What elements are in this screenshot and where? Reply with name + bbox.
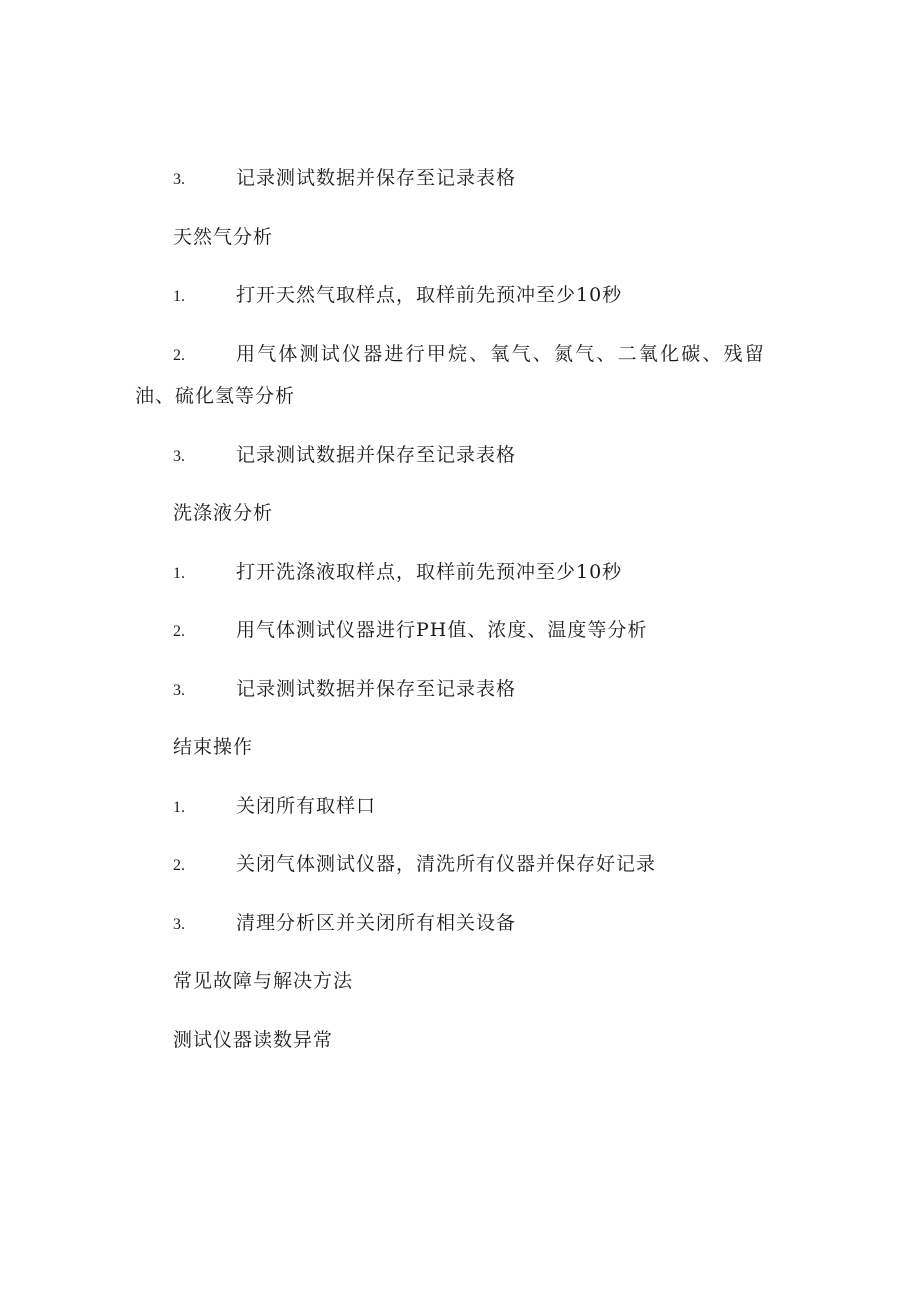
list-item-text: 打开天然气取样点，取样前先预冲至少10秒 bbox=[236, 284, 623, 306]
section-heading: 常见故障与解决方法 bbox=[173, 970, 354, 992]
list-item-text: 关闭气体测试仪器，清洗所有仪器并保存好记录 bbox=[236, 853, 657, 875]
list-number: 3. bbox=[173, 171, 185, 188]
list-item-text: 记录测试数据并保存至记录表格 bbox=[236, 167, 517, 189]
section-heading: 结束操作 bbox=[173, 736, 254, 758]
section-heading: 测试仪器读数异常 bbox=[173, 1029, 334, 1051]
section-heading: 天然气分析 bbox=[173, 226, 274, 248]
list-number: 3. bbox=[173, 682, 185, 699]
list-item-text: 打开洗涤液取样点，取样前先预冲至少10秒 bbox=[236, 561, 623, 583]
list-item-text: 用气体测试仪器进行甲烷、氧气、氮气、二氧化碳、残留 bbox=[236, 343, 767, 365]
list-number: 1. bbox=[173, 799, 185, 816]
list-number: 3. bbox=[173, 916, 185, 933]
list-item-text: 清理分析区并关闭所有相关设备 bbox=[236, 912, 517, 934]
list-number: 2. bbox=[173, 857, 185, 874]
list-item-text: 记录测试数据并保存至记录表格 bbox=[236, 444, 517, 466]
list-item-text: 关闭所有取样口 bbox=[236, 795, 377, 817]
list-number: 2. bbox=[173, 623, 185, 640]
list-number: 3. bbox=[173, 448, 185, 465]
section-heading: 洗涤液分析 bbox=[173, 502, 274, 524]
list-item-continuation: 油、硫化氢等分析 bbox=[135, 385, 296, 407]
list-item-text: 记录测试数据并保存至记录表格 bbox=[236, 678, 517, 700]
list-item-text: 用气体测试仪器进行PH值、浓度、温度等分析 bbox=[236, 619, 648, 641]
list-number: 1. bbox=[173, 288, 185, 305]
list-number: 2. bbox=[173, 347, 185, 364]
list-number: 1. bbox=[173, 565, 185, 582]
